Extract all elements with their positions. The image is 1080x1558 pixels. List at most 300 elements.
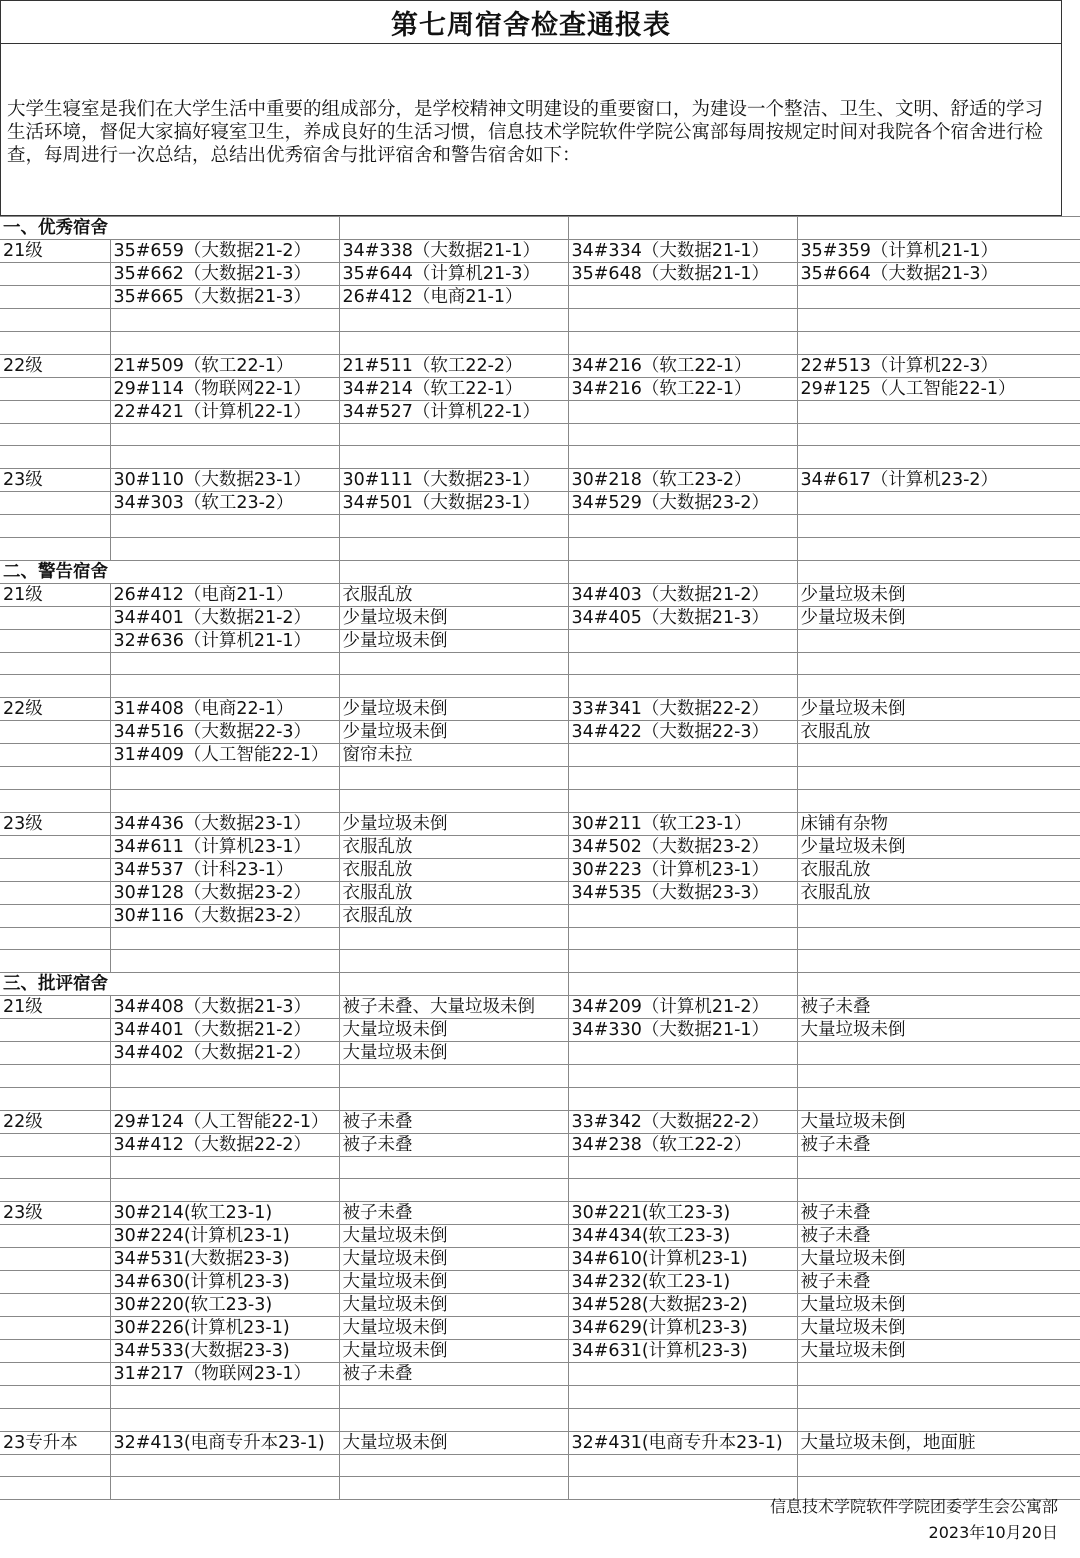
- table-row: [0, 698, 1080, 721]
- table-cell: [0, 1408, 110, 1431]
- table-cell: [339, 560, 568, 583]
- table-cell: 22级: [0, 1110, 110, 1133]
- table-cell: 21级: [0, 240, 110, 263]
- table-cell: [0, 675, 110, 698]
- table-cell: 34#617（计算机23-2）: [797, 469, 1080, 492]
- table-cell: 35#648（大数据21-1）: [568, 263, 797, 286]
- table-cell: [0, 1386, 110, 1409]
- table-cell: [568, 1477, 797, 1500]
- table-cell: 34#631(计算机23-3): [568, 1340, 797, 1363]
- table-cell: 大量垃圾未倒: [339, 1225, 568, 1248]
- table-cell: [339, 1065, 568, 1088]
- table-cell: 34#401（大数据21-2）: [110, 1019, 339, 1042]
- table-cell: 32#413(电商专升本23-1): [110, 1431, 339, 1454]
- table-cell: 23级: [0, 1202, 110, 1225]
- table-cell: 被子未叠: [797, 1133, 1080, 1156]
- table-cell: [110, 309, 339, 332]
- table-row: [0, 240, 1080, 263]
- table-cell: 34#216（软工22-1）: [568, 354, 797, 377]
- table-cell: 21级: [0, 996, 110, 1019]
- table-cell: 35#644（计算机21-3）: [339, 263, 568, 286]
- table-row: [0, 492, 1080, 515]
- table-cell: [797, 1179, 1080, 1202]
- table-row: [0, 286, 1080, 309]
- table-row: [0, 812, 1080, 835]
- table-cell: [797, 492, 1080, 515]
- table-cell: [110, 446, 339, 469]
- table-cell: [0, 537, 110, 560]
- table-cell: [797, 973, 1080, 996]
- table-cell: [0, 286, 110, 309]
- table-cell: 35#665（大数据21-3）: [110, 286, 339, 309]
- table-row: [0, 560, 1080, 583]
- table-cell: [0, 1133, 110, 1156]
- table-cell: [0, 904, 110, 927]
- table-cell: 大量垃圾未倒: [797, 1248, 1080, 1271]
- table-cell: 被子未叠: [339, 1202, 568, 1225]
- table-cell: [797, 309, 1080, 332]
- table-cell: 22级: [0, 698, 110, 721]
- table-cell: [339, 309, 568, 332]
- table-cell: 被子未叠: [797, 1225, 1080, 1248]
- table-cell: 衣服乱放: [797, 721, 1080, 744]
- table-cell: [0, 377, 110, 400]
- table-cell: [0, 423, 110, 446]
- table-cell: [568, 1408, 797, 1431]
- table-cell: [339, 1156, 568, 1179]
- table-row: [0, 1202, 1080, 1225]
- table-cell: [0, 1294, 110, 1317]
- table-row: [0, 1431, 1080, 1454]
- table-cell: [568, 1179, 797, 1202]
- table-row: [0, 744, 1080, 767]
- table-cell: 被子未叠、大量垃圾未倒: [339, 996, 568, 1019]
- table-cell: [110, 331, 339, 354]
- table-cell: [797, 744, 1080, 767]
- table-cell: [797, 1065, 1080, 1088]
- table-cell: 34#232(软工23-1): [568, 1271, 797, 1294]
- table-row: [0, 927, 1080, 950]
- table-row: [0, 881, 1080, 904]
- table-cell: 34#334（大数据21-1）: [568, 240, 797, 263]
- table-cell: [0, 309, 110, 332]
- table-cell: [797, 560, 1080, 583]
- table-cell: 34#436（大数据23-1）: [110, 812, 339, 835]
- table-cell: 30#224(计算机23-1): [110, 1225, 339, 1248]
- table-cell: [339, 1386, 568, 1409]
- table-cell: [110, 515, 339, 538]
- table-cell: [110, 1087, 339, 1110]
- table-cell: 衣服乱放: [339, 835, 568, 858]
- table-cell: 少量垃圾未倒: [797, 698, 1080, 721]
- table-row: [0, 1065, 1080, 1088]
- table-cell: [0, 835, 110, 858]
- table-cell: 30#110（大数据23-1）: [110, 469, 339, 492]
- table-cell: [339, 1477, 568, 1500]
- table-cell: 26#412（电商21-1）: [110, 583, 339, 606]
- table-cell: [110, 1065, 339, 1088]
- table-cell: [797, 400, 1080, 423]
- table-cell: 少量垃圾未倒: [797, 606, 1080, 629]
- table-row: [0, 331, 1080, 354]
- table-cell: [339, 973, 568, 996]
- table-cell: 34#537（计科23-1）: [110, 858, 339, 881]
- table-cell: [797, 675, 1080, 698]
- table-cell: [568, 537, 797, 560]
- table-cell: [568, 1454, 797, 1477]
- table-cell: 22#513（计算机22-3）: [797, 354, 1080, 377]
- table-cell: 34#209（计算机21-2）: [568, 996, 797, 1019]
- table-cell: [797, 423, 1080, 446]
- table-row: [0, 1454, 1080, 1477]
- page-title: 第七周宿舍检查通报表: [0, 0, 1062, 44]
- table-cell: 被子未叠: [797, 996, 1080, 1019]
- table-cell: [0, 606, 110, 629]
- table-cell: [568, 560, 797, 583]
- table-cell: [339, 1408, 568, 1431]
- table-cell: [0, 721, 110, 744]
- table-cell: [797, 629, 1080, 652]
- table-row: [0, 423, 1080, 446]
- table-cell: 衣服乱放: [797, 881, 1080, 904]
- table-cell: 23专升本: [0, 1431, 110, 1454]
- table-cell: 大量垃圾未倒: [339, 1431, 568, 1454]
- table-cell: 29#124（人工智能22-1）: [110, 1110, 339, 1133]
- table-cell: [110, 1454, 339, 1477]
- table-row: [0, 354, 1080, 377]
- table-cell: [568, 286, 797, 309]
- table-cell: [0, 881, 110, 904]
- table-row: [0, 1340, 1080, 1363]
- table-cell: [0, 1065, 110, 1088]
- table-cell: [0, 629, 110, 652]
- table-cell: 30#221(软工23-3): [568, 1202, 797, 1225]
- table-row: [0, 400, 1080, 423]
- table-cell: 30#214(软工23-1): [110, 1202, 339, 1225]
- table-cell: [568, 950, 797, 973]
- table-cell: [568, 744, 797, 767]
- table-cell: 大量垃圾未倒: [339, 1317, 568, 1340]
- table-cell: 床铺有杂物: [797, 812, 1080, 835]
- table-cell: [0, 446, 110, 469]
- table-row: [0, 1271, 1080, 1294]
- table-cell: 30#116（大数据23-2）: [110, 904, 339, 927]
- table-cell: [110, 927, 339, 950]
- table-cell: 大量垃圾未倒，地面脏: [797, 1431, 1080, 1454]
- table-cell: [110, 1156, 339, 1179]
- table-cell: [0, 1363, 110, 1386]
- table-cell: 34#238（软工22-2）: [568, 1133, 797, 1156]
- table-cell: 30#128（大数据23-2）: [110, 881, 339, 904]
- table-cell: [339, 927, 568, 950]
- table-cell: 34#629(计算机23-3): [568, 1317, 797, 1340]
- table-cell: 30#211（软工23-1）: [568, 812, 797, 835]
- table-cell: [110, 423, 339, 446]
- table-cell: [568, 789, 797, 812]
- table-cell: 35#664（大数据21-3）: [797, 263, 1080, 286]
- table-row: [0, 446, 1080, 469]
- table-cell: 大量垃圾未倒: [797, 1110, 1080, 1133]
- table-cell: 29#125（人工智能22-1）: [797, 377, 1080, 400]
- table-cell: 34#214（软工22-1）: [339, 377, 568, 400]
- table-cell: [0, 1454, 110, 1477]
- section-heading: 三、批评宿舍: [0, 973, 339, 996]
- table-cell: 34#216（软工22-1）: [568, 377, 797, 400]
- table-cell: [797, 652, 1080, 675]
- table-cell: [0, 1248, 110, 1271]
- table-row: [0, 1110, 1080, 1133]
- table-row: [0, 721, 1080, 744]
- table-cell: 窗帘未拉: [339, 744, 568, 767]
- table-cell: [0, 789, 110, 812]
- table-cell: 衣服乱放: [797, 858, 1080, 881]
- table-cell: 大量垃圾未倒: [339, 1042, 568, 1065]
- table-cell: 被子未叠: [797, 1271, 1080, 1294]
- table-cell: [339, 537, 568, 560]
- table-cell: [0, 1225, 110, 1248]
- table-cell: [110, 950, 339, 973]
- table-cell: 34#529（大数据23-2）: [568, 492, 797, 515]
- table-cell: [110, 789, 339, 812]
- table-cell: [339, 1454, 568, 1477]
- section-heading: 二、警告宿舍: [0, 560, 339, 583]
- table-cell: [568, 675, 797, 698]
- table-row: [0, 835, 1080, 858]
- table-cell: 衣服乱放: [339, 858, 568, 881]
- table-cell: 34#502（大数据23-2）: [568, 835, 797, 858]
- table-cell: 34#527（计算机22-1）: [339, 400, 568, 423]
- table-cell: 34#330（大数据21-1）: [568, 1019, 797, 1042]
- table-cell: [339, 950, 568, 973]
- table-cell: 32#636（计算机21-1）: [110, 629, 339, 652]
- table-cell: [110, 1386, 339, 1409]
- table-cell: [0, 858, 110, 881]
- table-cell: [568, 217, 797, 240]
- table-cell: 少量垃圾未倒: [339, 698, 568, 721]
- table-row: [0, 1087, 1080, 1110]
- table-cell: [797, 1156, 1080, 1179]
- table-cell: [568, 331, 797, 354]
- table-cell: [568, 927, 797, 950]
- table-cell: [0, 927, 110, 950]
- table-row: [0, 950, 1080, 973]
- table-cell: 34#412（大数据22-2）: [110, 1133, 339, 1156]
- table-cell: [797, 446, 1080, 469]
- inspection-table: [0, 216, 1080, 1500]
- table-row: [0, 1019, 1080, 1042]
- table-cell: [568, 400, 797, 423]
- table-cell: 34#535（大数据23-3）: [568, 881, 797, 904]
- table-cell: 衣服乱放: [339, 583, 568, 606]
- table-row: [0, 858, 1080, 881]
- table-cell: 21#509（软工22-1）: [110, 354, 339, 377]
- table-row: [0, 1408, 1080, 1431]
- table-row: [0, 1248, 1080, 1271]
- table-cell: [568, 1042, 797, 1065]
- table-cell: 34#434(软工23-3): [568, 1225, 797, 1248]
- table-row: [0, 469, 1080, 492]
- table-cell: [0, 1156, 110, 1179]
- table-cell: [110, 537, 339, 560]
- table-cell: [0, 1042, 110, 1065]
- table-row: [0, 904, 1080, 927]
- table-cell: [568, 1156, 797, 1179]
- table-cell: [110, 1179, 339, 1202]
- table-cell: 34#501（大数据23-1）: [339, 492, 568, 515]
- table-cell: 34#533(大数据23-3): [110, 1340, 339, 1363]
- table-row: [0, 515, 1080, 538]
- table-cell: 31#409（人工智能22-1）: [110, 744, 339, 767]
- table-cell: 大量垃圾未倒: [797, 1019, 1080, 1042]
- table-cell: [568, 652, 797, 675]
- table-cell: 少量垃圾未倒: [797, 583, 1080, 606]
- table-cell: 35#659（大数据21-2）: [110, 240, 339, 263]
- table-cell: [568, 1065, 797, 1088]
- table-cell: 34#303（软工23-2）: [110, 492, 339, 515]
- table-cell: [0, 1340, 110, 1363]
- table-cell: [0, 767, 110, 790]
- table-cell: [0, 331, 110, 354]
- table-cell: [568, 446, 797, 469]
- table-cell: [0, 950, 110, 973]
- table-cell: 34#408（大数据21-3）: [110, 996, 339, 1019]
- table-cell: 33#342（大数据22-2）: [568, 1110, 797, 1133]
- table-row: [0, 606, 1080, 629]
- table-cell: [339, 789, 568, 812]
- table-cell: 34#516（大数据22-3）: [110, 721, 339, 744]
- table-cell: [568, 1363, 797, 1386]
- table-cell: 34#338（大数据21-1）: [339, 240, 568, 263]
- table-cell: 大量垃圾未倒: [339, 1294, 568, 1317]
- table-row: [0, 1317, 1080, 1340]
- table-cell: [110, 1477, 339, 1500]
- table-row: [0, 583, 1080, 606]
- table-cell: [0, 1087, 110, 1110]
- table-cell: [0, 1019, 110, 1042]
- table-row: [0, 1386, 1080, 1409]
- table-cell: [339, 331, 568, 354]
- table-cell: [110, 675, 339, 698]
- table-cell: 21级: [0, 583, 110, 606]
- table-cell: 大量垃圾未倒: [339, 1340, 568, 1363]
- table-cell: [339, 217, 568, 240]
- table-cell: 23级: [0, 469, 110, 492]
- table-cell: 被子未叠: [797, 1202, 1080, 1225]
- table-cell: [339, 1087, 568, 1110]
- footer-date: 2023年10月20日: [928, 1523, 1058, 1542]
- table-cell: 34#531(大数据23-3): [110, 1248, 339, 1271]
- table-cell: [0, 1317, 110, 1340]
- table-row: [0, 675, 1080, 698]
- table-cell: [797, 1087, 1080, 1110]
- section-heading: 一、优秀宿舍: [0, 217, 339, 240]
- table-row: [0, 1294, 1080, 1317]
- table-cell: 26#412（电商21-1）: [339, 286, 568, 309]
- table-cell: 少量垃圾未倒: [339, 812, 568, 835]
- table-cell: 34#630(计算机23-3): [110, 1271, 339, 1294]
- table-cell: 大量垃圾未倒: [797, 1340, 1080, 1363]
- table-cell: [568, 973, 797, 996]
- table-cell: [568, 904, 797, 927]
- table-row: [0, 309, 1080, 332]
- table-cell: 34#401（大数据21-2）: [110, 606, 339, 629]
- table-cell: [797, 537, 1080, 560]
- table-row: [0, 1156, 1080, 1179]
- table-cell: [339, 515, 568, 538]
- table-row: [0, 996, 1080, 1019]
- table-cell: [0, 1179, 110, 1202]
- table-cell: 34#422（大数据22-3）: [568, 721, 797, 744]
- table-cell: 34#403（大数据21-2）: [568, 583, 797, 606]
- table-cell: [0, 492, 110, 515]
- footer-org: 信息技术学院软件学院团委学生会公寓部: [769, 1497, 1058, 1516]
- table-row: [0, 537, 1080, 560]
- table-cell: 衣服乱放: [339, 904, 568, 927]
- table-cell: [797, 950, 1080, 973]
- table-cell: [797, 217, 1080, 240]
- table-cell: [568, 1087, 797, 1110]
- table-cell: [568, 629, 797, 652]
- table-cell: 35#662（大数据21-3）: [110, 263, 339, 286]
- table-row: [0, 1179, 1080, 1202]
- table-cell: [110, 652, 339, 675]
- table-cell: [568, 767, 797, 790]
- table-cell: [110, 767, 339, 790]
- table-cell: [568, 515, 797, 538]
- table-cell: 29#114（物联网22-1）: [110, 377, 339, 400]
- table-cell: [568, 309, 797, 332]
- intro-paragraph: 大学生寝室是我们在大学生活中重要的组成部分，是学校精神文明建设的重要窗口，为建设一个整洁、卫生、文明、舒适的学习生活环境，督促大家搞好寝室卫生，养成良好的生活习惯，信息技术学院软件学院公寓部每周按规定时间对我院各个宿舍进行检查，每周进行一次总结，总结出优秀宿舍与批评宿舍和警告宿舍如下：: [0, 44, 1062, 216]
- table-cell: [0, 1477, 110, 1500]
- table-cell: 少量垃圾未倒: [797, 835, 1080, 858]
- table-cell: 大量垃圾未倒: [797, 1294, 1080, 1317]
- table-cell: 22级: [0, 354, 110, 377]
- table-cell: [797, 767, 1080, 790]
- table-cell: [0, 1271, 110, 1294]
- table-cell: 30#220(软工23-3): [110, 1294, 339, 1317]
- table-cell: [0, 400, 110, 423]
- table-cell: [797, 331, 1080, 354]
- table-row: [0, 629, 1080, 652]
- table-cell: [0, 652, 110, 675]
- table-cell: 33#341（大数据22-2）: [568, 698, 797, 721]
- table-row: [0, 263, 1080, 286]
- table-cell: [797, 1386, 1080, 1409]
- table-cell: 35#359（计算机21-1）: [797, 240, 1080, 263]
- table-cell: 34#610(计算机23-1): [568, 1248, 797, 1271]
- table-cell: 大量垃圾未倒: [797, 1317, 1080, 1340]
- table-cell: 大量垃圾未倒: [339, 1248, 568, 1271]
- table-cell: 34#405（大数据21-3）: [568, 606, 797, 629]
- table-cell: 32#431(电商专升本23-1): [568, 1431, 797, 1454]
- table-cell: 大量垃圾未倒: [339, 1271, 568, 1294]
- table-cell: [797, 904, 1080, 927]
- table-row: [0, 767, 1080, 790]
- table-cell: [797, 515, 1080, 538]
- table-cell: 31#408（电商22-1）: [110, 698, 339, 721]
- table-row: [0, 377, 1080, 400]
- table-cell: 30#223（计算机23-1）: [568, 858, 797, 881]
- table-cell: 被子未叠: [339, 1110, 568, 1133]
- table-cell: [0, 744, 110, 767]
- table-row: [0, 1225, 1080, 1248]
- table-cell: 少量垃圾未倒: [339, 721, 568, 744]
- table-cell: 22#421（计算机22-1）: [110, 400, 339, 423]
- table-cell: [797, 1454, 1080, 1477]
- table-cell: [568, 1386, 797, 1409]
- table-cell: [797, 927, 1080, 950]
- table-cell: 34#611（计算机23-1）: [110, 835, 339, 858]
